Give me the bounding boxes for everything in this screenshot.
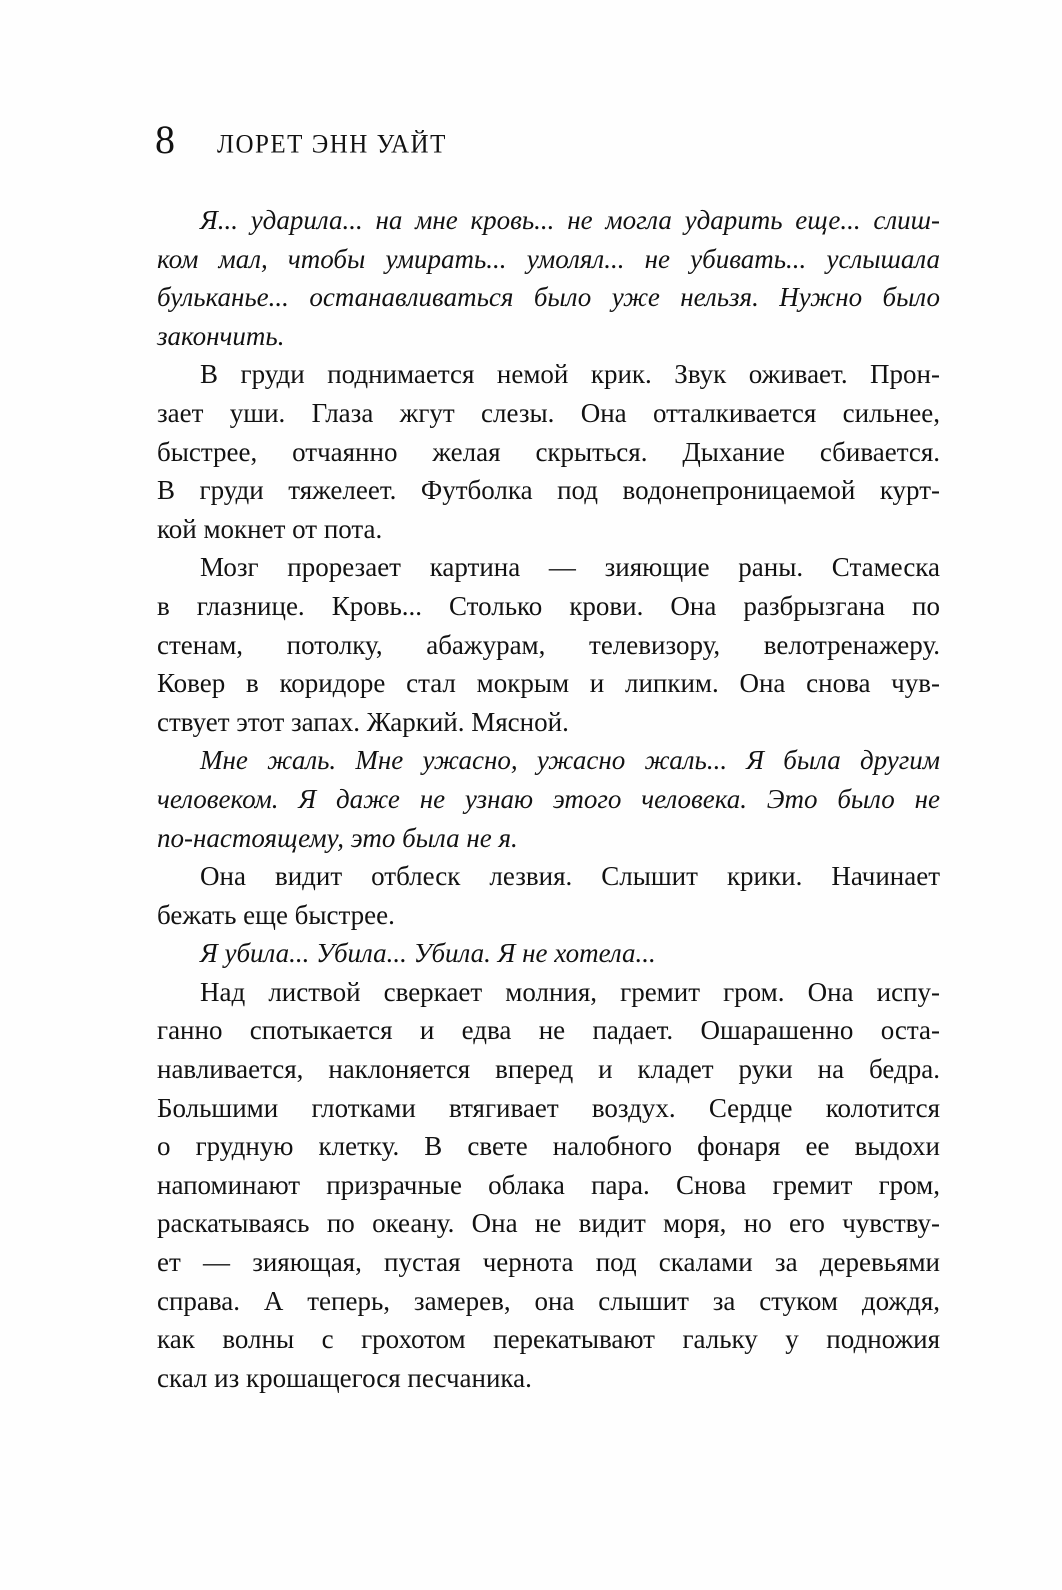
text-line: Мозг прорезает картина — зияющие раны. Стамеска (200, 552, 940, 583)
text-line: как волны с грохотом перекатывают гальку у подножия (157, 1324, 940, 1355)
running-header (155, 118, 940, 162)
paragraph (157, 548, 940, 741)
text-line: закончить. (157, 320, 285, 351)
paragraph (157, 934, 940, 973)
text-line: Большими глотками втягивает воздух. Сердце колотится (157, 1092, 940, 1123)
text-line: напоминают призрачные облака пара. Снова гремит гром, (157, 1169, 940, 1200)
text-line: бежать еще быстрее. (157, 899, 395, 930)
text-line: ствует этот запах. Жаркий. Мясной. (157, 706, 569, 737)
text-line: справа. А теперь, замерев, она слышит за стуком дождя, (157, 1285, 940, 1316)
paragraph (157, 973, 940, 1398)
text-line: В груди тяжелеет. Футболка под водонепроницаемой курт- (157, 475, 940, 506)
paragraph (157, 355, 940, 548)
text-line: по-настоящему, это была не я. (157, 822, 518, 853)
text-line: зает уши. Глаза жгут слезы. Она отталкивается сильнее, (157, 397, 940, 428)
paragraph (157, 857, 940, 934)
text-line: кой мокнет от пота. (157, 513, 383, 544)
text-line: Я... ударила... на мне кровь... не могла ударить еще... слиш- (200, 205, 940, 235)
page-number: 8 (155, 117, 175, 162)
running-title-author: ЛОРЕТ ЭНН УАЙТ (217, 130, 447, 159)
text-line: стенам, потолку, абажурам, телевизору, велотренажеру. (157, 629, 940, 660)
text-line: ганно спотыкается и едва не падает. Ошарашенно оста- (157, 1015, 940, 1046)
text-line: человеком. Я даже не узнаю этого человека. Это было не (157, 783, 940, 814)
text-line: Ковер в коридоре стал мокрым и липким. Она снова чув- (157, 668, 940, 699)
text-line: Я убила... Убила... Убила. Я не хотела... (200, 938, 656, 969)
paragraph (157, 201, 940, 355)
text-line: скал из крошащегося песчаника. (157, 1362, 532, 1393)
text-line: быстрее, отчаянно желая скрыться. Дыхание сбивается. (157, 436, 940, 467)
paragraph (157, 741, 940, 857)
text-line: раскатываясь по океану. Она не видит моря, но его чувству- (157, 1208, 940, 1239)
text-line: Она видит отблеск лезвия. Слышит крики. Начинает (200, 861, 940, 892)
page-body (157, 201, 940, 1397)
text-line: о грудную клетку. В свете налобного фонаря ее выдохи (157, 1131, 940, 1162)
text-line: в глазнице. Кровь... Столько крови. Она разбрызгана по (157, 590, 940, 621)
text-line: ет — зияющая, пустая чернота под скалами за деревьями (157, 1247, 940, 1278)
text-line: бульканье... останавливаться было уже нельзя. Нужно было (157, 282, 940, 313)
text-line: В груди поднимается немой крик. Звук оживает. Прон- (200, 359, 940, 390)
text-line: Мне жаль. Мне ужасно, ужасно жаль... Я была другим (200, 745, 940, 776)
text-line: навливается, наклоняется вперед и кладет руки на бедра. (157, 1054, 940, 1085)
text-line: Над листвой сверкает молния, гремит гром. Она испу- (200, 976, 940, 1007)
text-line: ком мал, чтобы умирать... умолял... не убивать... услышала (157, 243, 940, 274)
